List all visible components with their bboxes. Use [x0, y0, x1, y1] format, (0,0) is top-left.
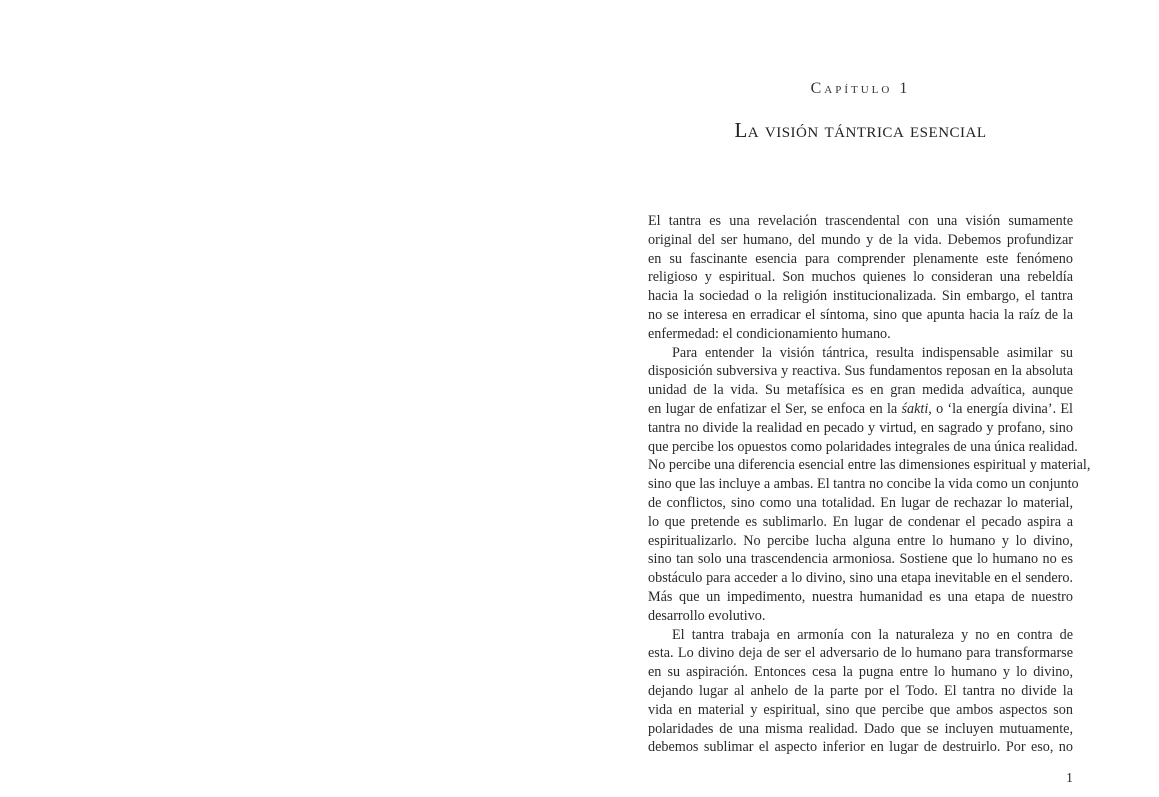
- text-line: obstáculo para acceder a lo divino, sino una etapa inevitable en el sendero.: [648, 570, 1073, 587]
- text-line: El tantra trabaja en armonía con la naturaleza y no en contra de: [672, 626, 1073, 643]
- paragraph: [648, 626, 1073, 758]
- text-line: enfermedad: el condicionamiento humano.: [648, 325, 891, 342]
- text-line: sino que las incluye a ambas. El tantra no concibe la vida como un conjunto: [648, 476, 1079, 493]
- text-line: hacia la sociedad o la religión institucionalizada. Sin embargo, el tantra: [648, 288, 1073, 305]
- text-line: No percibe una diferencia esencial entre las dimensiones espiritual y material,: [648, 457, 1091, 474]
- paragraph: [648, 344, 1091, 626]
- text-segment: en lugar de enfatizar el Ser, se enfoca en la: [648, 400, 902, 417]
- text-line: Para entender la visión tántrica, resulta indispensable asimilar su: [672, 344, 1073, 361]
- text-line: disposición subversiva y reactiva. Sus fundamentos reposan en la absoluta: [648, 363, 1073, 380]
- text-line: en su aspiración. Entonces cesa la pugna entre lo humano y lo divino,: [648, 664, 1073, 681]
- text-line: religioso y espiritual. Son muchos quienes lo consideran una rebeldía: [648, 269, 1073, 286]
- text-line: espiritualizarlo. No percibe lucha alguna entre lo humano y lo divino,: [648, 532, 1073, 549]
- text-segment: , o ‘la energía divina’. El: [928, 400, 1073, 417]
- body-text: [648, 212, 1091, 757]
- text-line: Más que un impedimento, nuestra humanidad es una etapa de nuestro: [648, 588, 1073, 605]
- text-line: polaridades de una misma realidad. Dado que se incluyen mutuamente,: [648, 720, 1073, 737]
- text-line: tantra no divide la realidad en pecado y virtud, en sagrado y profano, sino: [648, 419, 1073, 436]
- text-line: dejando lugar al anhelo de la parte por el Todo. El tantra no divide la: [648, 682, 1073, 699]
- text-line: que percibe los opuestos como polaridades integrales de una única realidad.: [648, 438, 1078, 455]
- text-line: vida en material y espiritual, sino que percibe que ambos aspectos son: [648, 701, 1073, 718]
- italic-term: śakti: [901, 400, 929, 417]
- text-line: en su fascinante esencia para comprender plenamente este fenómeno: [648, 250, 1073, 267]
- paragraph: [648, 212, 1073, 344]
- chapter-title: La visión tántrica esencial: [734, 118, 987, 142]
- text-line: esta. Lo divino deja de ser el adversario de lo humano para transformarse: [648, 645, 1073, 662]
- text-line: no se interesa en erradicar el síntoma, sino que apunta hacia la raíz de la: [648, 306, 1073, 323]
- text-line: lo que pretende es sublimarlo. En lugar de condenar el pecado aspira a: [648, 513, 1073, 530]
- text-line: sino tan solo una trascendencia armoniosa. Sostiene que lo humano no es: [648, 551, 1073, 568]
- text-line: El tantra es una revelación trascendental con una visión sumamente: [648, 213, 1073, 229]
- text-line: de conflictos, sino como una totalidad. En lugar de rechazar lo material,: [648, 494, 1073, 511]
- text-line: debemos sublimar el aspecto inferior en lugar de destruirlo. Por eso, no: [648, 739, 1073, 756]
- text-line: original del ser humano, del mundo y de la vida. Debemos profundizar: [648, 231, 1073, 248]
- text-line: desarrollo evolutivo.: [648, 607, 766, 624]
- page-number: 1: [1066, 771, 1073, 786]
- text-line: [648, 400, 1073, 419]
- text-line: unidad de la vida. Su metafísica es en gran medida advaítica, aunque: [648, 382, 1073, 399]
- chapter-label: Capítulo 1: [810, 80, 911, 97]
